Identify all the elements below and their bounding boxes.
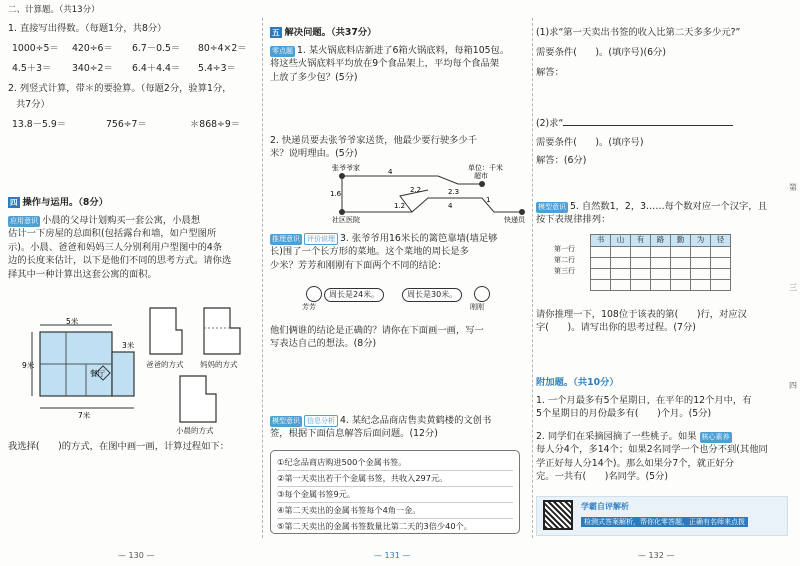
table-head: 为 [691,235,711,247]
row-label: 第三行 [554,267,575,275]
section-5-title [270,26,376,39]
home-marker [339,173,345,179]
margin-char: 三 [789,283,797,292]
mom-shape [200,304,244,358]
dist-value: 1.2 [394,202,406,210]
text-line: 长)围了一个长方形的菜地。这个菜地的周长是多 [270,246,469,258]
table-head: 路 [651,235,671,247]
calc-item: 756÷7＝ [106,119,147,130]
q4-bookmark [270,414,526,441]
mom-caption: 妈妈的方式 [200,360,238,369]
answer-2: 解答：(6分) [536,155,587,166]
market-marker [479,181,485,187]
table-cell [651,246,671,257]
tag-core: 核心素养 [701,433,730,441]
plan-balcony [112,352,134,396]
q5-question [536,308,792,335]
text-line: 3. 张爷爷用16米长的篱笆靠墙(墙足够 [340,233,498,244]
text-line: 2. 同学们在采摘园摘了一些桃子。如果 [536,431,697,442]
text-line: 1. 某火锅底料店新进了6箱火锅底料，每箱105包。 [297,45,510,56]
info-item: ④第二天卖出的金属书签每个4角一金。 [277,503,513,519]
table-cell [711,246,731,257]
table-cell [611,246,631,257]
calc-item: 340÷2＝ [72,63,113,74]
page-number: — 130 — [118,551,155,561]
dim-left-label: 9米 [22,361,35,370]
table-cell [611,268,631,279]
row-label: 第一行 [554,245,575,253]
section-4-title [8,196,108,209]
me-shape-outline [180,376,216,422]
text-line: 上放了多少包？(5分) [270,71,358,83]
mom-shape-outline [204,308,240,354]
info-item: ②第一天卖出若干个金属书签，共收入297元。 [277,471,513,487]
courier-marker [519,209,525,215]
q-apartment-text [8,214,258,281]
table-cell [691,279,711,290]
table-head: 山 [611,235,631,247]
section-calc-header: 二、计算题。（共13分） [8,5,100,15]
table-head: 勤 [671,235,691,247]
text-line: 小晨的父母计划购买一套公寓，小晨想 [42,215,201,226]
dist-value: 4 [388,168,393,176]
q3-fence [270,232,526,272]
info-item: ⑤第二天卖出的金属书签数量比第二天的3倍少40个。 [277,521,472,531]
dad-shape-outline [150,308,182,354]
label-courier: 快递员 [504,216,525,224]
q2-delivery [270,134,526,161]
section-number: 五 [272,28,280,37]
table-cell [671,257,691,268]
need-cond-2: 需要条件( )。(填序号) [536,137,644,148]
q2-title-cont: 共7分） [16,99,50,110]
page-131 [262,0,532,566]
self-check-banner[interactable] [536,496,788,536]
text-line: 将这些火锅底料平均放在9个食品架上，平均每个食品架 [270,58,500,70]
text-line: 择其中一种计算出这套公寓的面积。 [8,268,157,280]
banner-text: 检测式答案解析，帮你化零答题，正确有名师来点拨 [581,517,748,527]
section-title-text: 解决问题。（共37分） [284,27,377,38]
text-line: 估计一下房屋的总面积(包括露台和墙，如户型图所 [8,228,217,240]
choice-line: 我选择( )的方式，在图中画一画，计算过程如下： [8,441,230,452]
me-caption: 小晨的方式 [176,426,214,435]
extra-q2 [536,430,792,484]
girl-avatar [306,286,322,302]
calc-item: 1000÷5＝ [12,43,59,54]
sub-q2-prefix: (2)求“ [536,118,564,129]
table-head: 径 [711,235,731,247]
label-hospital: 社区医院 [332,216,360,224]
text-line: 字( )。请写出你的思考过程。(7分) [536,322,696,334]
dad-caption: 爸爸的方式 [146,360,184,369]
dist-value: 1 [486,196,491,204]
q1-hotpot [270,44,526,84]
page-130 [0,0,262,566]
extra-q1 [536,394,792,421]
text-line: 写表达自己的想法。(8分) [270,338,377,350]
table-cell [591,279,611,290]
calc-item: 420÷6＝ [72,43,113,54]
calc-item: 80÷4×2＝ [198,43,247,54]
text-line: 他们俩谁的结论是正确的？请你在下面画一画，写一 [270,325,484,336]
dist-value: 2.2 [410,186,422,194]
label-unit: 单位：千米 [468,164,503,172]
text-line: 少米？芳芳和刚刚有下面两个不同的结论： [270,259,447,271]
dist-value: 1.6 [330,190,342,198]
qr-code-icon[interactable] [543,500,573,530]
q1-title: 1. 直接写出得数。（每题1分，共8分） [8,23,167,34]
text-line: 请你推理一下，108位于该表的第( )行，对应汉 [536,309,747,320]
text-line: 4. 某纪念品商店售卖黄鹤楼的文创书 [340,415,492,426]
table-cell [711,268,731,279]
table-cell [611,279,631,290]
tag-zero: 零点题 [272,47,293,55]
q2-row [12,118,240,131]
me-shape [176,372,220,426]
table-cell [651,257,671,268]
dist-value: 4 [448,202,453,210]
calc-item: 4.5＋3＝ [12,63,52,74]
table-cell [591,246,611,257]
info-item: ①纪念品商店购进500个金属书签。 [277,455,513,471]
q3-question [270,324,526,351]
tag-reasoning: 推理意识 [272,235,300,243]
table-cell [691,268,711,279]
text-line: 签，根据下面信息解答后面问题。(12分) [270,428,438,440]
text-line: 1. 一个月最多有5个星期日，在平年的12个月中，有 [536,395,752,406]
margin-char: 四 [789,381,797,390]
dad-shape [146,304,186,358]
extra-title: 附加题。（共10分） [536,377,619,388]
q5-pattern [536,200,792,227]
speech-bubble-2: 周长是30米。 [402,288,462,302]
table-cell [591,268,611,279]
tag-info: 信息分析 [304,415,338,427]
table-cell [671,279,691,290]
table-cell [711,257,731,268]
calc-item: 13.8－5.9＝ [12,119,67,130]
q2-title: 2. 列竖式计算，带＊的要验算。（每题2分，验算1分， [8,83,232,94]
table-cell [671,268,691,279]
text-line: 示)。小晨、爸爸和妈妈三人分别利用户型图中的4条 [8,241,223,253]
route-path-upper [342,176,482,184]
text-line: 每人分4个，多14个；如果2名同学一个也分不到(其他同 [536,444,768,456]
table-cell [631,268,651,279]
text-line: 5个星期日的月份最多有( )个月。(5分) [536,408,712,420]
text-line: 按下表规律排列： [536,214,611,226]
dim-bottom-label: 7米 [78,411,91,420]
page-number: — 131 — [374,551,411,561]
text-line: 2. 快递员要去张爷爷家送货，他最少要行驶多少千 [270,135,478,146]
table-cell [631,246,651,257]
page-132 [532,0,800,566]
route-path-lower [342,176,522,212]
section-title-text: 操作与运用。（8分） [22,197,108,208]
table-cell [611,257,631,268]
need-cond-1: 需要条件( )。(填序号)(6分) [536,47,666,58]
banner-title: 学霸自评解析 [581,502,629,511]
label-market: 超市 [474,172,488,180]
q1-row2 [12,62,236,75]
calc-item: ＊868÷9＝ [190,119,241,130]
tag-model: 模型意识 [272,417,300,425]
hospital-marker [339,209,345,215]
info-box [270,450,520,534]
sub-q2 [536,116,733,130]
row-labels [554,244,575,277]
section-number: 四 [10,198,18,207]
table-cell [631,257,651,268]
table-cell [691,257,711,268]
tag-model: 模型意识 [538,203,566,211]
room-label: 餐厅 [90,369,105,378]
speech-bubble-1: 周长是24米。 [324,288,384,302]
boy-name: 刚刚 [470,303,484,311]
boy-avatar [474,286,490,302]
q1-row1 [12,42,247,55]
text-line: 米？说明理由。(5分) [270,148,358,160]
table-cell [691,246,711,257]
calc-item: 6.4＋4.4＝ [132,63,181,74]
calc-item: 6.7－0.5＝ [132,43,181,54]
page-number: — 132 — [638,551,675,561]
calc-item: 5.4÷3＝ [198,63,236,74]
tag-application: 应用意识 [10,217,38,225]
table-cell [711,279,731,290]
pattern-table [590,234,731,291]
floor-plan-diagram [22,317,146,423]
table-cell [651,268,671,279]
text-line: 学正好每人分14个)。那么如果分7个，就正好分 [536,457,735,469]
text-line: 5. 自然数1，2，3……每个数对应一个汉字，且 [570,201,767,212]
answer-1: 解答： [536,67,564,78]
row-label: 第二行 [554,256,575,264]
table-cell [631,279,651,290]
info-item: ③每个金属书签9元。 [277,487,513,503]
table-head: 书 [591,235,611,247]
table-cell [651,279,671,290]
table-cell [591,257,611,268]
route-map [318,162,528,224]
label-home: 张爷爷家 [332,164,360,172]
blank-line [563,116,733,126]
text-line: 边的长度来估计，以下是他们不同的思考方式。请你选 [8,255,232,267]
margin-char: 第 [789,183,797,192]
girl-name: 芳芳 [302,303,316,311]
dim-top-label: 5米 [66,317,79,326]
sub-q1: (1)求“第一天卖出书签的收入比第二天多多少元?” [536,27,741,38]
text-line: 完。一共有( )名同学。(5分) [536,471,668,483]
tag-evaluate: 评价说理 [304,233,338,245]
table-head: 有 [631,235,651,247]
dist-value: 2.3 [448,188,460,196]
table-cell [671,246,691,257]
dim-right-label: 3米 [122,341,135,350]
